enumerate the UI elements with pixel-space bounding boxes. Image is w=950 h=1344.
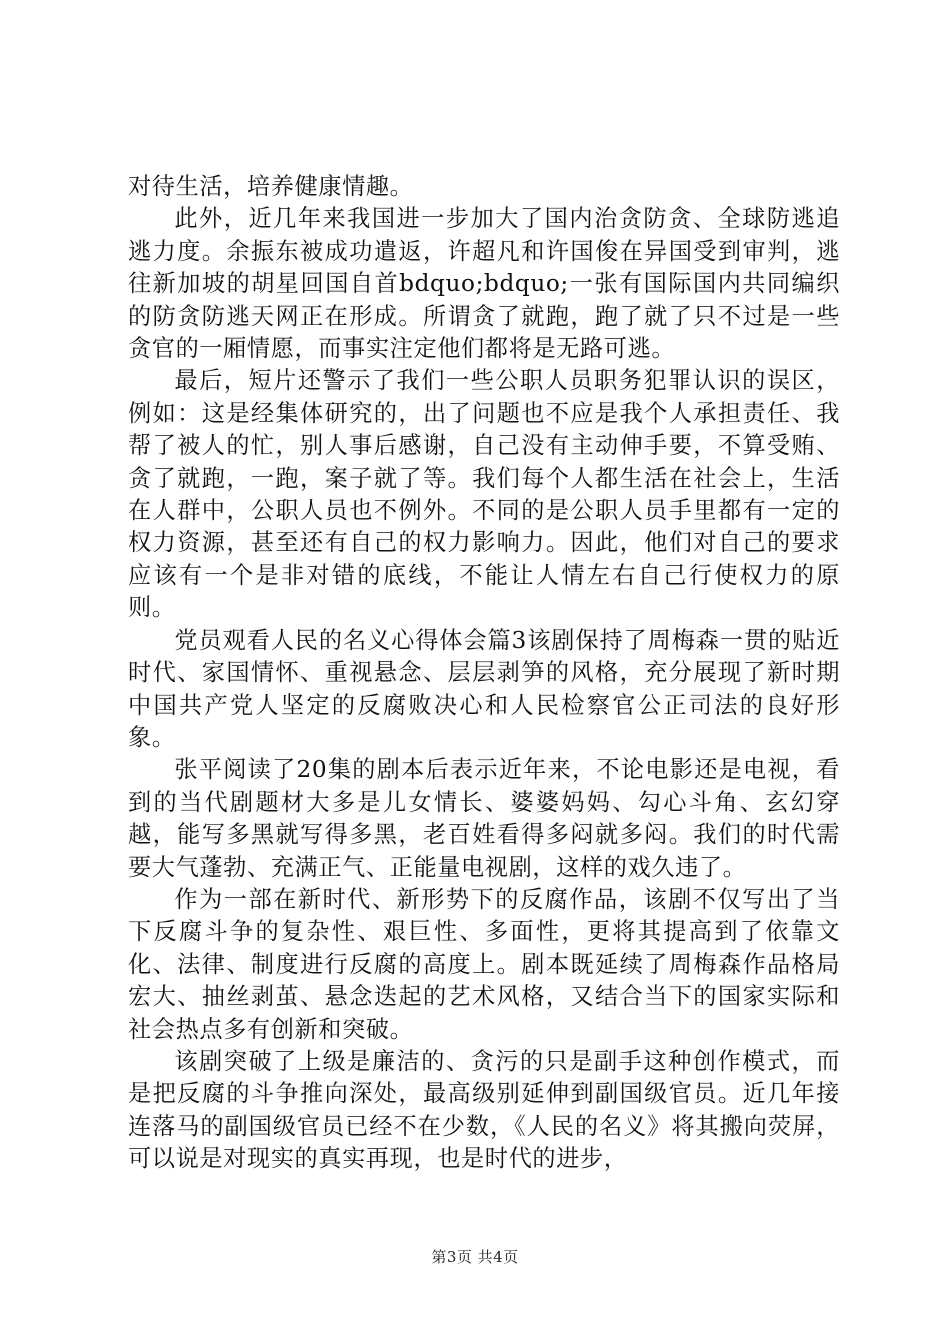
document-body (128, 171, 840, 1176)
paragraph: 作为一部在新时代、新形势下的反腐作品，该剧不仅写出了当下反腐斗争的复杂性、艰巨性、多面性，更将其提高到了依靠文化、法律、制度进行反腐的高度上。剧本既延续了周梅森作品格局宏大、抽丝剥茧、悬念迭起的艺术风格，又结合当下的国家实际和社会热点多有创新和突破。 (128, 885, 840, 1043)
page-footer: 第3页 共4页 (431, 1248, 519, 1266)
paragraph-continuation: 对待生活，培养健康情趣。 (128, 173, 414, 200)
paragraph: 党员观看人民的名义心得体会篇3该剧保持了周梅森一贯的贴近时代、家国情怀、重视悬念、层层剥笋的风格，充分展现了新时期中国共产党人坚定的反腐败决心和人民检察官公正司法的良好形象。 (128, 626, 840, 751)
paragraph: 该剧突破了上级是廉洁的、贪污的只是副手这种创作模式，而是把反腐的斗争推向深处，最高级别延伸到副国级官员。近几年接连落马的副国级官员已经不在少数，《人民的名义》将其搬向荧屏，可以说是对现实的真实再现，也是时代的进步， (128, 1047, 840, 1173)
paragraph: 此外，近几年来我国进一步加大了国内治贪防贪、全球防逃追逃力度。余振东被成功遣返，许超凡和许国俊在异国受到审判，逃往新加坡的胡星回国自首bdquo;bdquo;一张有国际国内共同编织的防贪防逃天网正在形成。所谓贪了就跑，跑了就了只不过是一些贪官的一厢情愿，而事实注定他们都将是无路可逃。 (128, 205, 840, 363)
paragraph: 最后，短片还警示了我们一些公职人员职务犯罪认识的误区，例如：这是经集体研究的，出了问题也不应是我个人承担责任、我帮了被人的忙，别人事后感谢，自己没有主动伸手要，不算受贿、贪了就跑，一跑，案子就了等。我们每个人都生活在社会上，生活在人群中，公职人员也不例外。不同的是公职人员手里都有一定的权力资源，甚至还有自己的权力影响力。因此，他们对自己的要求应该有一个是非对错的底线，不能让人情左右自己行使权力的原则。 (128, 367, 840, 622)
paragraph: 张平阅读了20集的剧本后表示近年来，不论电影还是电视，看到的当代剧题材大多是儿女情长、婆婆妈妈、勾心斗角、玄幻穿越，能写多黑就写得多黑，老百姓看得多闷就多闷。我们的时代需要大气蓬勃、充满正气、正能量电视剧，这样的戏久违了。 (128, 756, 840, 881)
